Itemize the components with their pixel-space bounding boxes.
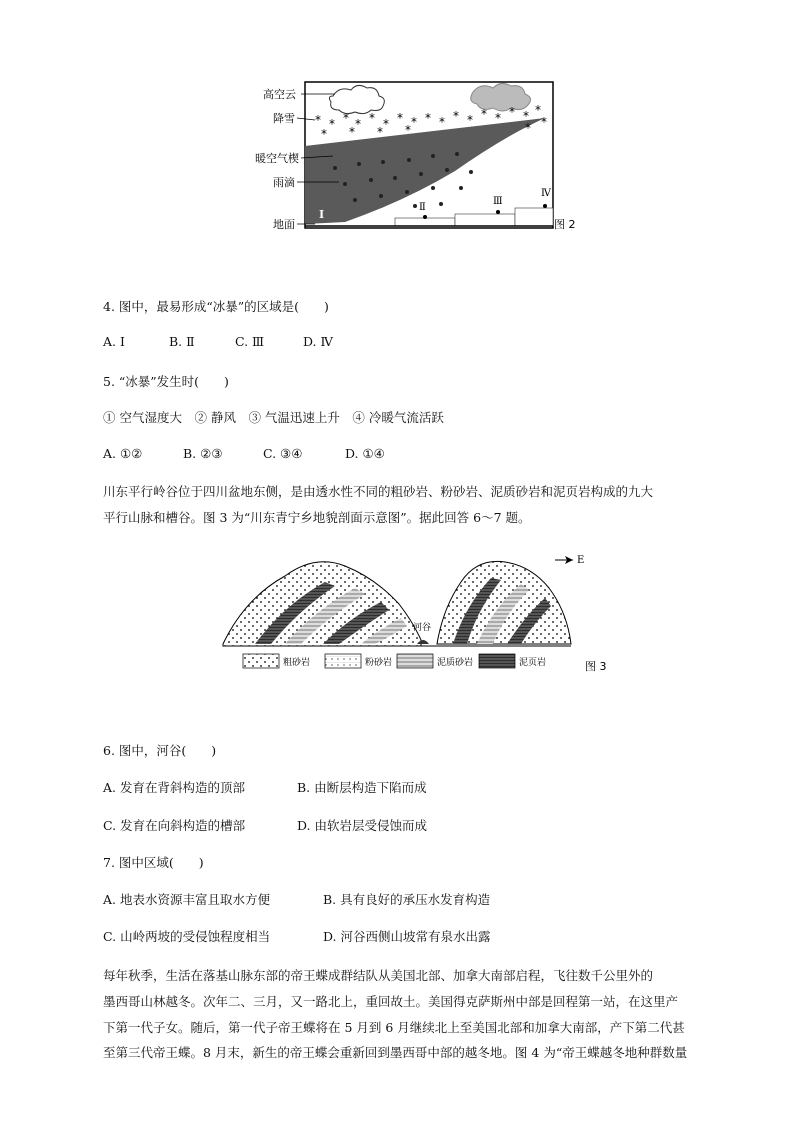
svg-text:*: *: [369, 111, 375, 125]
svg-text:*: *: [467, 113, 473, 127]
svg-text:*: *: [321, 127, 327, 141]
svg-text:*: *: [349, 125, 355, 139]
q4-options: [103, 334, 333, 349]
q5-option-d[interactable]: D. ①④: [344, 446, 385, 461]
q5-option-a[interactable]: A. ①②: [103, 446, 143, 461]
label-warm-wedge: 暖空气楔: [255, 152, 299, 165]
svg-text:*: *: [397, 111, 403, 125]
label-ground: 地面: [273, 218, 295, 231]
svg-text:*: *: [525, 121, 531, 135]
passage2-line1: 川东平行岭谷位于四川盆地东侧，是由透水性不同的粗砂岩、粉砂岩、泥质砂岩和泥页岩构成的九大: [103, 484, 654, 499]
legend-muddy-sandstone: 泥质砂岩: [437, 658, 474, 668]
figure-2-ice-storm-diagram: [255, 76, 585, 236]
q6-options-row2: [103, 816, 427, 834]
svg-text:*: *: [535, 103, 541, 117]
svg-text:*: *: [453, 109, 459, 123]
q5-option-b[interactable]: B. ②③: [182, 446, 223, 461]
q6-option-a[interactable]: A. 发育在背斜构造的顶部: [103, 780, 245, 795]
svg-text:*: *: [541, 115, 547, 129]
q4-option-a[interactable]: A. Ⅰ: [103, 334, 125, 349]
q5-option-c[interactable]: C. ③④: [262, 446, 303, 461]
svg-text:*: *: [315, 113, 321, 127]
svg-text:*: *: [439, 115, 445, 129]
q6-option-c[interactable]: C. 发育在向斜构造的槽部: [103, 818, 246, 833]
region-IV-label: Ⅳ: [541, 188, 551, 199]
valley-label: 河谷: [413, 623, 432, 633]
q6-option-d[interactable]: D. 由软岩层受侵蚀而成: [296, 818, 428, 833]
svg-text:*: *: [405, 123, 411, 137]
svg-text:*: *: [481, 107, 487, 121]
q6-stem: 6. 图中，河谷( ): [103, 743, 217, 758]
label-raindrop: 雨滴: [273, 176, 295, 189]
passage2-line2: 平行山脉和槽谷。图 3 为“川东青宁乡地貌剖面示意图”。据此回答 6～7 题。: [103, 510, 531, 525]
passage3-line3: 下第一代子女。随后，第一代子帝王蝶将在 5 月到 6 月继续北上至美国北部和加拿大南部，产下第二代甚: [103, 1020, 685, 1035]
q4-option-b[interactable]: B. Ⅱ: [168, 334, 195, 349]
region-II-label: Ⅱ: [419, 202, 426, 213]
figure-3-caption: 图 3: [585, 660, 607, 673]
svg-text:*: *: [329, 117, 335, 131]
region-I-label: Ⅰ: [319, 208, 325, 221]
q4-stem: 4. 图中，最易形成“冰暴”的区域是( ): [103, 299, 329, 314]
svg-text:*: *: [343, 111, 349, 125]
q6-options-row1: [103, 778, 427, 796]
legend-siltstone: 粉砂岩: [365, 658, 393, 668]
east-arrow-icon: [555, 556, 573, 564]
svg-text:*: *: [383, 117, 389, 131]
q7-options-row2: [103, 927, 491, 945]
figure-3-legend: [243, 654, 546, 668]
direction-label: E: [577, 555, 585, 566]
q7-option-b[interactable]: B. 具有良好的承压水发育构造: [322, 892, 491, 907]
passage3-line2: 墨西哥山林越冬。次年二、三月，又一路北上，重回故土。美国得克萨斯州中部是回程第一站，在这里产: [103, 994, 679, 1009]
svg-text:*: *: [355, 117, 361, 131]
q7-options-row1: [103, 890, 490, 908]
figure-2-caption: 图 2: [554, 218, 576, 231]
svg-text:*: *: [425, 111, 431, 125]
region-III-label: Ⅲ: [493, 196, 503, 207]
q5-conditions: ① 空气湿度大 ② 静风 ③ 气温迅速上升 ④ 冷暖气流活跃: [103, 410, 444, 425]
passage3-line1: 每年秋季，生活在落基山脉东部的帝王蝶成群结队从美国北部、加拿大南部启程，飞往数千公里外的: [103, 968, 654, 983]
legend-shale: 泥页岩: [519, 658, 547, 668]
q7-option-c[interactable]: C. 山岭两坡的受侵蚀程度相当: [103, 929, 271, 944]
svg-text:*: *: [509, 105, 515, 119]
q6-option-b[interactable]: B. 由断层构造下陷而成: [296, 780, 427, 795]
passage3-line4: 至第三代帝王蝶。8 月末，新生的帝王蝶会重新回到墨西哥中部的越冬地。图 4 为“帝王蝶越冬地种群数量: [103, 1045, 688, 1060]
cloud-right-icon: [471, 83, 531, 111]
q4-option-c[interactable]: C. Ⅲ: [234, 334, 265, 349]
legend-coarse-sandstone: 粗砂岩: [283, 658, 311, 668]
figure-3-landform-profile: [215, 548, 615, 680]
svg-text:*: *: [411, 115, 417, 129]
q5-stem: 5. “冰暴”发生时( ): [103, 374, 229, 389]
label-snow: 降雪: [273, 112, 295, 125]
svg-text:*: *: [523, 109, 529, 123]
svg-text:*: *: [495, 111, 501, 125]
svg-text:*: *: [377, 125, 383, 139]
q7-option-a[interactable]: A. 地表水资源丰富且取水方便: [103, 892, 270, 907]
q4-option-d[interactable]: D. Ⅳ: [302, 334, 333, 349]
q7-stem: 7. 图中区域( ): [103, 855, 204, 870]
q7-option-d[interactable]: D. 河谷西侧山坡常有泉水出露: [322, 929, 491, 944]
q5-options: [103, 446, 385, 461]
label-high-cloud: 高空云: [263, 88, 296, 101]
